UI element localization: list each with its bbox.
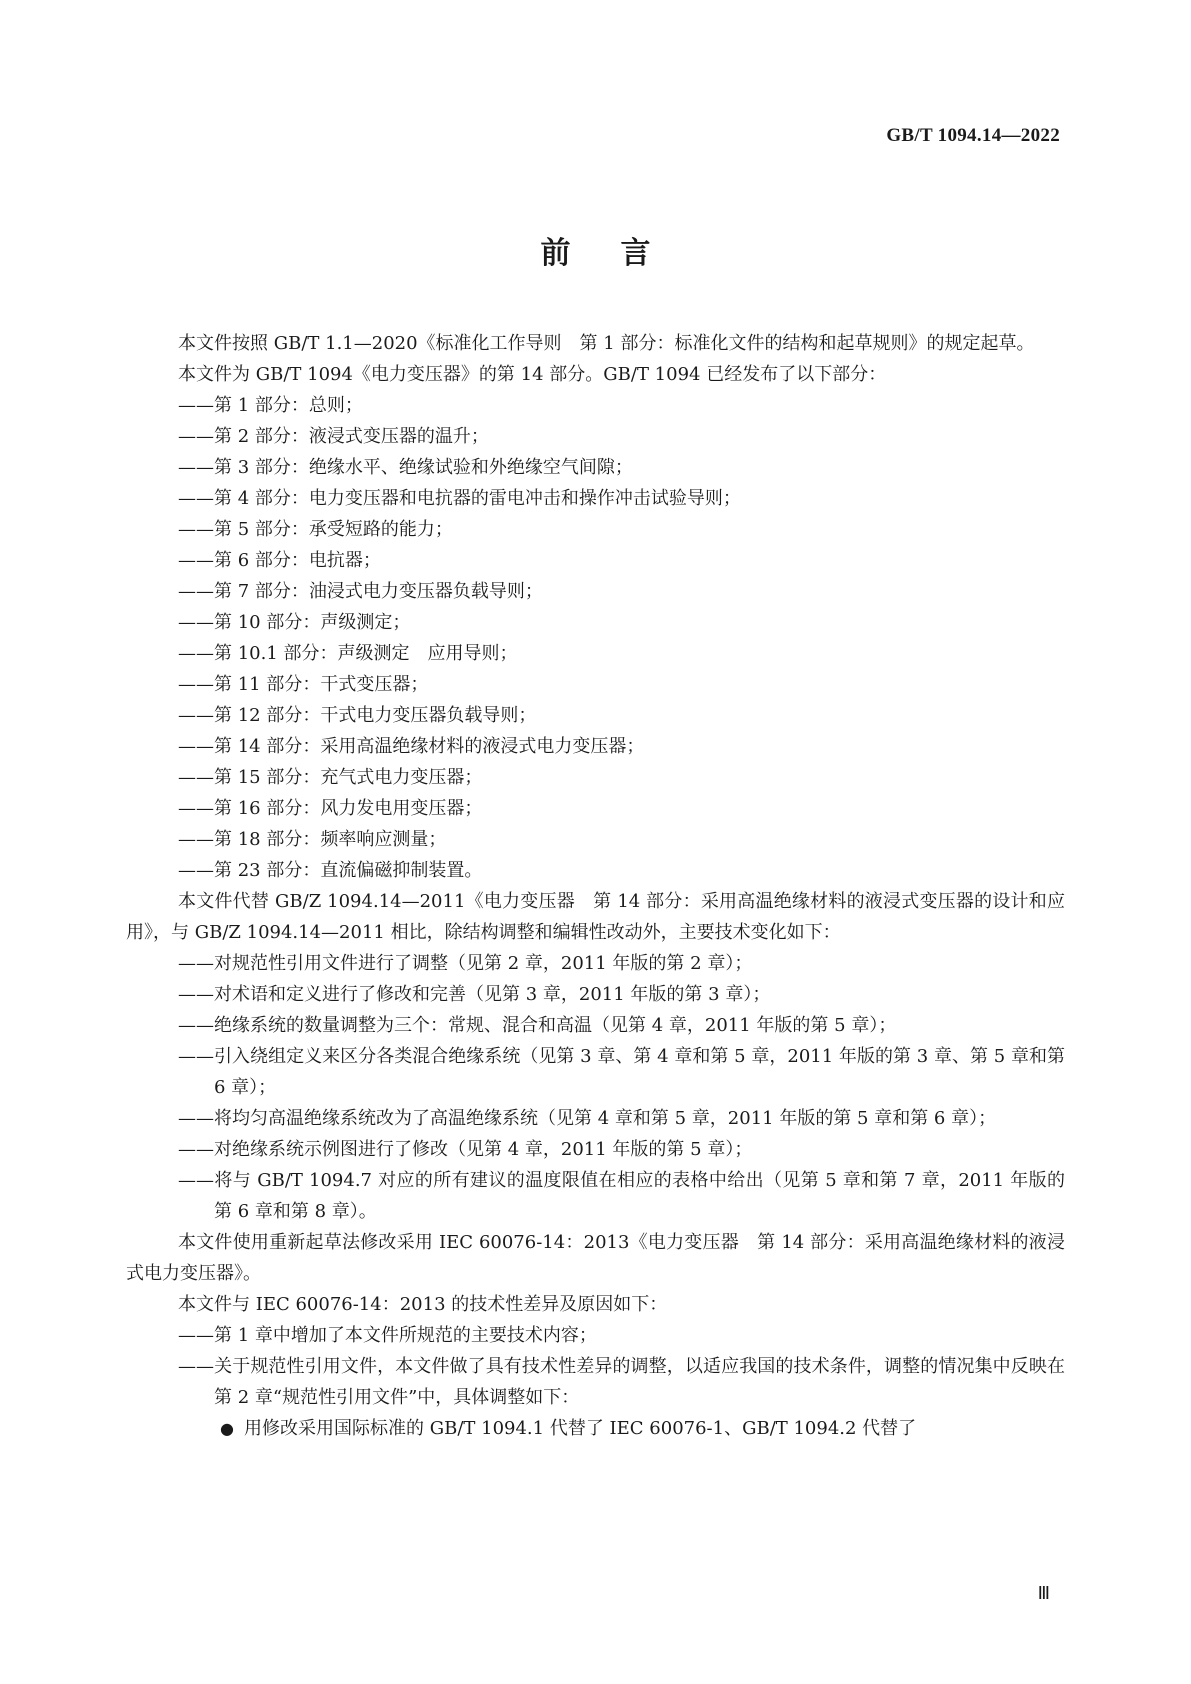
dash-list-item: ——第 11 部分：干式变压器； (178, 674, 429, 695)
dash-list-item: ——第 4 部分：电力变压器和电抗器的雷电冲击和操作冲击试验导则； (178, 488, 741, 509)
dash-list-item: ——引入绕组定义来区分各类混合绝缘系统（见第 3 章、第 4 章和第 5 章，2011 年版的第 3 章、第 5 章和第 6 章）； (178, 1046, 1065, 1098)
dash-list-item: ——第 2 部分：液浸式变压器的温升； (178, 426, 489, 447)
bullet-text: 用修改采用国际标准的 GB/T 1094.1 代替了 IEC 60076-1、GB/T 1094.2 代替了 (244, 1418, 917, 1439)
dash-list-item: ——第 12 部分：干式电力变压器负载导则； (178, 705, 537, 726)
dash-list-item: ——第 15 部分：充气式电力变压器； (178, 767, 483, 788)
dash-list-item: ——对规范性引用文件进行了调整（见第 2 章，2011 年版的第 2 章）； (178, 953, 753, 974)
paragraph: 本文件为 GB/T 1094《电力变压器》的第 14 部分。GB/T 1094 已经发布了以下部分： (178, 364, 887, 385)
document-body (126, 328, 1065, 1444)
dash-list-item: ——第 5 部分：承受短路的能力； (178, 519, 453, 540)
dash-list-item: ——对绝缘系统示例图进行了修改（见第 4 章，2011 年版的第 5 章）； (178, 1139, 753, 1160)
bullet-list-item (126, 1413, 1065, 1444)
page-title: 前言 (540, 236, 701, 271)
paragraph: 本文件按照 GB/T 1.1—2020《标准化工作导则 第 1 部分：标准化文件的结构和起草规则》的规定起草。 (178, 333, 1035, 354)
dash-list-item: ——第 23 部分：直流偏磁抑制装置。 (178, 860, 483, 881)
dash-list-item: ——第 1 章中增加了本文件所规范的主要技术内容； (178, 1325, 597, 1346)
dash-list-item: ——第 14 部分：采用高温绝缘材料的液浸式电力变压器； (178, 736, 645, 757)
page-number: Ⅲ (1037, 1583, 1050, 1603)
dash-list-item: ——第 10 部分：声级测定； (178, 612, 411, 633)
dash-list-item: ——将均匀高温绝缘系统改为了高温绝缘系统（见第 4 章和第 5 章，2011 年版的第 5 章和第 6 章）； (178, 1108, 997, 1129)
standard-number: GB/T 1094.14—2022 (886, 125, 1060, 146)
dash-list-item: ——关于规范性引用文件，本文件做了具有技术性差异的调整，以适应我国的技术条件，调整的情况集中反映在第 2 章“规范性引用文件”中，具体调整如下： (178, 1356, 1065, 1408)
dash-list-item: ——第 10.1 部分：声级测定 应用导则； (178, 643, 518, 664)
dash-list-item: ——第 16 部分：风力发电用变压器； (178, 798, 483, 819)
paragraph: 本文件代替 GB/Z 1094.14—2011《电力变压器 第 14 部分：采用高温绝缘材料的液浸式变压器的设计和应用》，与 GB/Z 1094.14—2011 相比，除结构调整和编辑性改动外，主要技术变化如下： (126, 891, 1065, 943)
dash-list-item: ——第 3 部分：绝缘水平、绝缘试验和外绝缘空气间隙； (178, 457, 633, 478)
dash-list-item: ——第 6 部分：电抗器； (178, 550, 381, 571)
dash-list-item: ——第 18 部分：频率响应测量； (178, 829, 447, 850)
paragraph: 本文件使用重新起草法修改采用 IEC 60076-14：2013《电力变压器 第 14 部分：采用高温绝缘材料的液浸式电力变压器》。 (126, 1232, 1065, 1284)
dash-list-item: ——第 1 部分：总则； (178, 395, 363, 416)
paragraph: 本文件与 IEC 60076-14：2013 的技术性差异及原因如下： (178, 1294, 668, 1315)
dash-list-item: ——第 7 部分：油浸式电力变压器负载导则； (178, 581, 543, 602)
bullet-icon: ● (220, 1419, 234, 1438)
dash-list-item: ——绝缘系统的数量调整为三个：常规、混合和高温（见第 4 章，2011 年版的第 5 章）； (178, 1015, 897, 1036)
dash-list-item: ——将与 GB/T 1094.7 对应的所有建议的温度限值在相应的表格中给出（见第 5 章和第 7 章，2011 年版的第 6 章和第 8 章）。 (178, 1170, 1065, 1222)
dash-list-item: ——对术语和定义进行了修改和完善（见第 3 章，2011 年版的第 3 章）； (178, 984, 771, 1005)
